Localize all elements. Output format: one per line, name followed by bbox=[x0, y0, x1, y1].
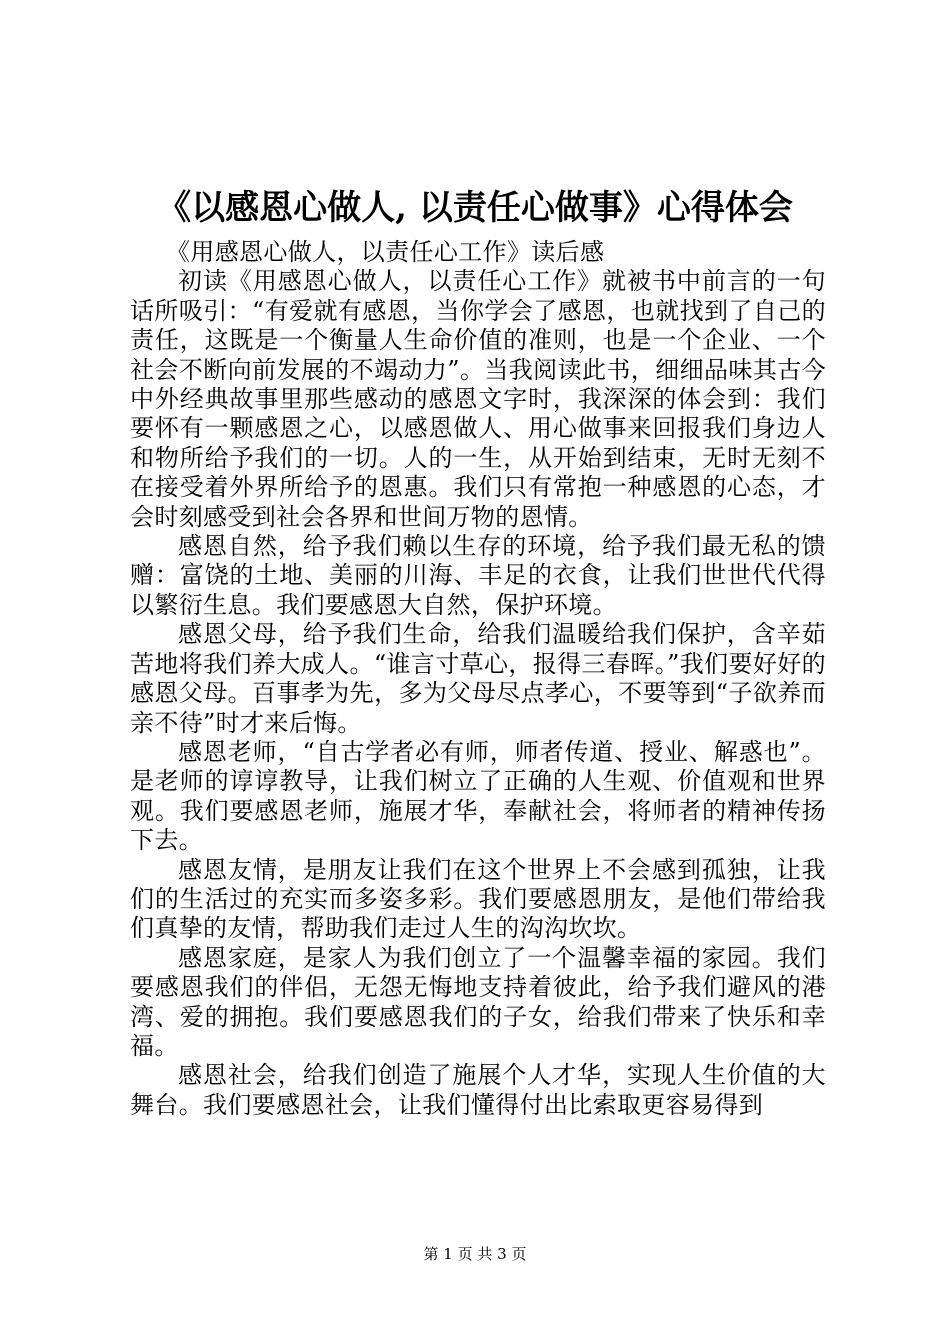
document-subtitle: 《用感恩心做人，以责任心工作》读后感 bbox=[166, 238, 605, 266]
document-title: 《以感恩心做人, 以责任心做事》心得体会 bbox=[157, 188, 793, 228]
paragraph-parents: 感恩父母，给予我们生命，给我们温暖给我们保护，含辛茹苦地将我们养大成人。“谁言寸草心，报得三春晖。”我们要好好的感恩父母。百事孝为先，多为父母尽点孝心，不要等到“子欲养而亲不待”时才来后悔。 bbox=[130, 620, 826, 737]
paragraph-intro: 初读《用感恩心做人，以责任心工作》就被书中前言的一句话所吸引：“有爱就有感恩，当你学会了感恩，也就找到了自己的责任，这既是一个衡量人生命价值的准则，也是一个企业、一个社会不断向前发展的不竭动力”。当我阅读此书，细细品味其古今中外经典故事里那些感动的感恩文字时，我深深的体会到：我们要怀有一颗感恩之心，以感恩做人、用心做事来回报我们身边人和物所给予我们的一切。人的一生，从开始到结束，无时无刻不在接受着外界所给予的恩惠。我们只有常抱一种感恩的心态，才会时刻感受到社会各界和世间万物的恩情。 bbox=[130, 267, 826, 531]
paragraph-teachers: 感恩老师，“自古学者必有师，师者传道、授业、解惑也”。是老师的谆谆教导，让我们树立了正确的人生观、价值观和世界观。我们要感恩老师，施展才华，奉献社会，将师者的精神传扬下去。 bbox=[130, 737, 826, 855]
paragraph-nature: 感恩自然，给予我们赖以生存的环境，给予我们最无私的馈赠：富饶的土地、美丽的川海、丰足的衣食，让我们世世代代得以繁衍生息。我们要感恩大自然，保护环境。 bbox=[130, 532, 826, 619]
page-number-footer: 第 1 页 共 3 页 bbox=[423, 1245, 527, 1263]
paragraph-friendship: 感恩友情，是朋友让我们在这个世界上不会感到孤独，让我们的生活过的充实而多姿多彩。我们要感恩朋友，是他们带给我们真挚的友情，帮助我们走过人生的沟沟坎坎。 bbox=[130, 855, 826, 943]
paragraph-family: 感恩家庭，是家人为我们创立了一个温馨幸福的家园。我们要感恩我们的伴侣，无怨无悔地支持着彼此，给予我们避风的港湾、爱的拥抱。我们要感恩我们的子女，给我们带来了快乐和幸福。 bbox=[130, 943, 826, 1060]
document-body bbox=[130, 238, 826, 1120]
paragraph-society: 感恩社会，给我们创造了施展个人才华，实现人生价值的大舞台。我们要感恩社会，让我们懂得付出比索取更容易得到 bbox=[130, 1061, 826, 1119]
